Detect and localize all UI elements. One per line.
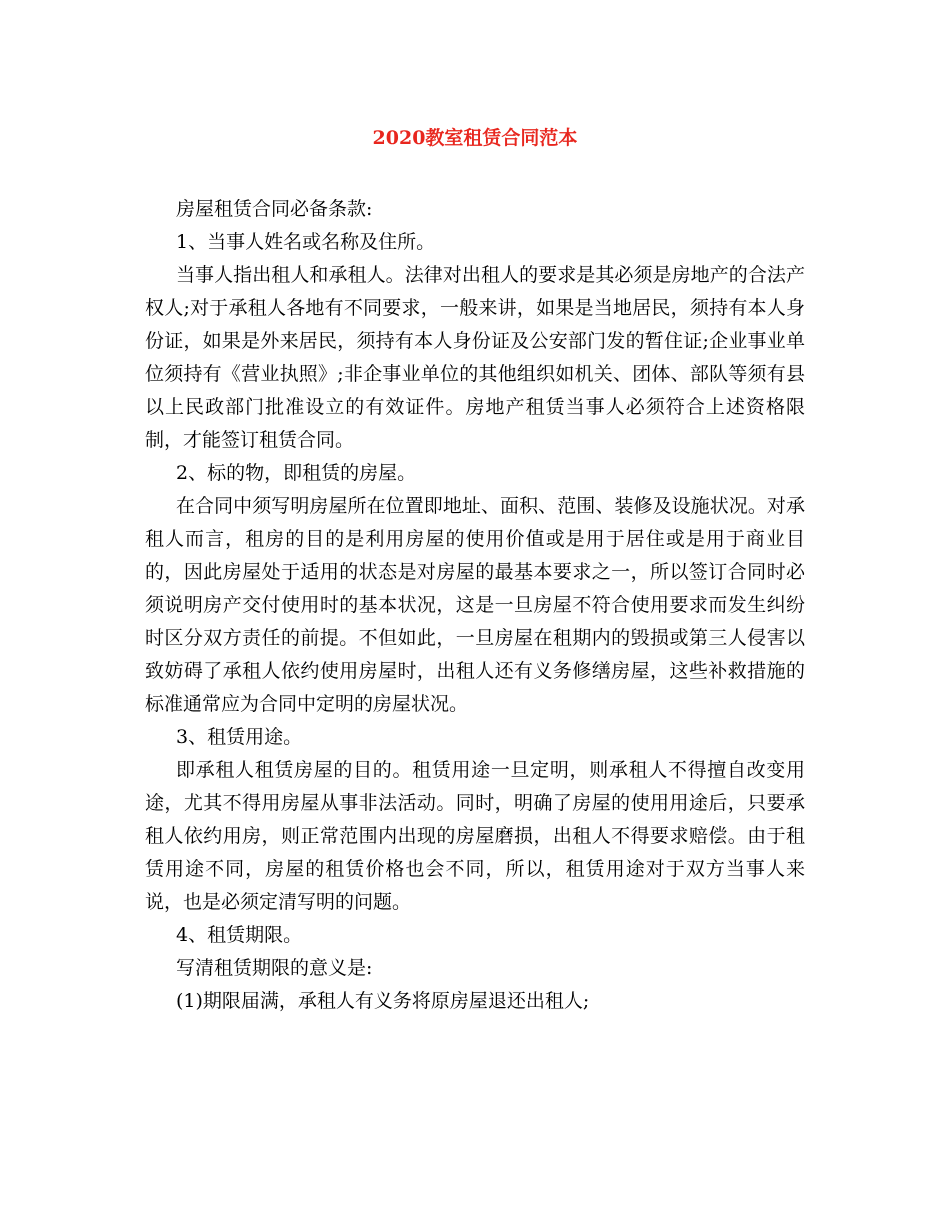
- section-heading: 4、租赁期限。: [176, 924, 303, 946]
- paragraph: 在合同中须写明房屋所在位置即地址、面积、范围、装修及设施状况。对承租人而言，租房的目的是利用房屋的使用价值或是用于居住或是用于商业目的，因此房屋处于适用的状态是对房屋的最基本要求之一，所以签订合同时必须说明房产交付使用时的基本状况，这是一旦房屋不符合使用要求而发生纠纷时区分双方责任的前提。不但如此，一旦房屋在租期内的毁损或第三人侵害以致妨碍了承租人依约使用房屋时，出租人还有义务修缮房屋，这些补救措施的标准通常应为合同中定明的房屋状况。: [145, 495, 805, 715]
- section-heading: 1、当事人姓名或名称及住所。: [176, 231, 436, 253]
- document-body: [145, 193, 805, 1018]
- paragraph: 即承租人租赁房屋的目的。租赁用途一旦定明，则承租人不得擅自改变用途，尤其不得用房屋从事非法活动。同时，明确了房屋的使用用途后，只要承租人依约用房，则正常范围内出现的房屋磨损，出租人不得要求赔偿。由于租赁用途不同，房屋的租赁价格也会不同，所以，租赁用途对于双方当事人来说，也是必须定清写明的问题。: [145, 759, 805, 913]
- list-item: (1)期限届满，承租人有义务将原房屋退还出租人;: [176, 990, 590, 1012]
- section-heading: 3、租赁用途。: [176, 726, 303, 748]
- paragraph: 房屋租赁合同必备条款:: [176, 198, 373, 220]
- paragraph: 写清租赁期限的意义是:: [176, 957, 373, 979]
- section-heading: 2、标的物，即租赁的房屋。: [176, 462, 417, 484]
- document-title: 2020教室租赁合同范本: [372, 127, 578, 149]
- paragraph: 当事人指出租人和承租人。法律对出租人的要求是其必须是房地产的合法产权人;对于承租人各地有不同要求，一般来讲，如果是当地居民，须持有本人身份证，如果是外来居民，须持有本人身份证及公安部门发的暂住证;企业事业单位须持有《营业执照》;非企事业单位的其他组织如机关、团体、部队等须有县以上民政部门批准设立的有效证件。房地产租赁当事人必须符合上述资格限制，才能签订租赁合同。: [145, 264, 805, 451]
